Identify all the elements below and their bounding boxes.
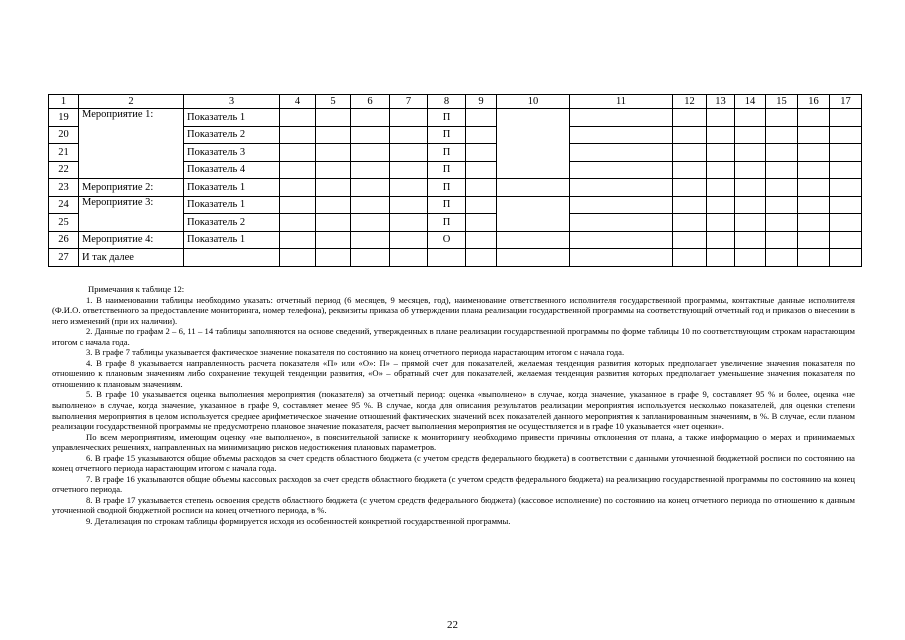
direction-cell: П: [428, 161, 466, 179]
direction-cell: П: [428, 196, 466, 214]
table-row: [49, 249, 862, 267]
row-number: 27: [49, 249, 79, 267]
column-header: 17: [830, 95, 862, 109]
note-paragraph: 7. В графе 16 указываются общие объемы кассовых расходов за счет средств областного бюджета (с учетом средств федерального бюджета) на реализацию государственной программы по состоянию на конец отчетного периода.: [52, 473, 855, 495]
indicator-cell: Показатель 1: [184, 231, 280, 249]
assessment-cell: [497, 196, 570, 231]
note-paragraph: 9. Детализация по строкам таблицы формируется исходя из особенностей конкретной государственной программы.: [86, 516, 511, 527]
column-header: 1: [49, 95, 79, 109]
measure-cell: Мероприятие 4:: [79, 231, 184, 249]
column-header: 15: [766, 95, 798, 109]
note-paragraph: 2. Данные по графам 2 – 6, 11 – 14 таблицы заполняются на основе сведений, утвержденных в плане реализации государственной программы по форме таблицы 10 по соответствующим строкам нарастающим итогом с начала года.: [52, 326, 855, 347]
indicator-cell: Показатель 3: [184, 144, 280, 162]
column-header: 16: [798, 95, 830, 109]
row-number: 26: [49, 231, 79, 249]
column-header: 4: [280, 95, 316, 109]
table-row: [49, 179, 862, 197]
column-header: 11: [570, 95, 673, 109]
table-header-row: [49, 95, 862, 109]
note-paragraph: 6. В графе 15 указываются общие объемы расходов за счет средств областного бюджета (с учетом средств федерального бюджета) в соответствии с данными уточненной бюджетной росписи по состоянию на конец отчетного периода нарастающим итогом с начала года.: [52, 452, 855, 474]
column-header: 6: [351, 95, 390, 109]
table-notes: [52, 284, 855, 527]
indicator-cell: Показатель 2: [184, 214, 280, 232]
row-number: 20: [49, 126, 79, 144]
table-row: [49, 109, 862, 127]
measure-cell: Мероприятие 3:: [79, 196, 184, 231]
direction-cell: О: [428, 231, 466, 249]
column-header: 5: [316, 95, 351, 109]
note-paragraph: 1. В наименовании таблицы необходимо указать: отчетный период (6 месяцев, 9 месяцев, год), наименование ответственного исполнителя государственной программы, контактные данные исполнителя (Ф.И.О. ответственного за предоставление мониторинга, номер телефона), реквизиты приказа об утверждении плана реализации государственной программы на соответствующий отчетный год и приказов о внесении в него изменений (при их наличии).: [52, 294, 855, 326]
notes-title: Примечания к таблице 12:: [88, 284, 185, 294]
direction-cell: П: [428, 126, 466, 144]
row-number: 22: [49, 161, 79, 179]
column-header: 10: [497, 95, 570, 109]
measure-cell: И так далее: [79, 249, 184, 267]
indicator-cell: Показатель 2: [184, 126, 280, 144]
page-number: 22: [447, 619, 458, 631]
column-header: 3: [184, 95, 280, 109]
note-paragraph: 4. В графе 8 указывается направленность расчета показателя «П» или «О»: П» – прямой счет для показателей, желаемая тенденция развития которых предполагает увеличение значения показателя по отношению к плановым значениям либо сохранение текущей тенденции развития, «О» – обратный счет для показателей, желаемая тенденция развития которых предполагает уменьшение значения показателя по отношению к плановым значениям.: [52, 357, 855, 389]
indicator-cell: Показатель 4: [184, 161, 280, 179]
note-paragraph: 3. В графе 7 таблицы указывается фактическое значение показателя по состоянию на конец отчетного периода нарастающим итогом с начала года.: [86, 347, 625, 358]
note-paragraph: По всем мероприятиям, имеющим оценку «не выполнено», в пояснительной записке к мониторингу необходимо привести причины отклонения от плана, а также информацию о мерах и принимаемых управленческих решениях, направленных на минимизацию рисков недостижения плановых параметров.: [52, 431, 855, 453]
direction-cell: П: [428, 179, 466, 197]
row-number: 19: [49, 109, 79, 127]
row-number: 25: [49, 214, 79, 232]
column-header: 14: [735, 95, 766, 109]
column-header: 13: [707, 95, 735, 109]
indicator-cell: [184, 249, 280, 267]
indicator-cell: Показатель 1: [184, 196, 280, 214]
direction-cell: П: [428, 109, 466, 127]
indicator-cell: Показатель 1: [184, 179, 280, 197]
direction-cell: [428, 249, 466, 267]
table-row: [49, 196, 862, 214]
column-header: 12: [673, 95, 707, 109]
measure-cell: Мероприятие 1:: [79, 109, 184, 179]
row-number: 24: [49, 196, 79, 214]
monitoring-table: [48, 94, 862, 267]
direction-cell: П: [428, 214, 466, 232]
note-paragraph: 8. В графе 17 указывается степень освоения средств областного бюджета (с учетом средств федерального бюджета) (кассовое исполнение) по состоянию на конец отчетного периода по отношению к данным уточненной сводной бюджетной росписи на конец отчетного периода, в %.: [52, 494, 855, 516]
direction-cell: П: [428, 144, 466, 162]
assessment-cell: [497, 109, 570, 179]
indicator-cell: Показатель 1: [184, 109, 280, 127]
column-header: 8: [428, 95, 466, 109]
row-number: 23: [49, 179, 79, 197]
note-paragraph: 5. В графе 10 указывается оценка выполнения мероприятия (показателя) за отчетный период: оценка «выполнено» в случае, когда значение, указанное в графе 9, составляет 95 % и более, оценка «не выполнено» в случае, когда значение, указанное в графе 9, составляет менее 95 %. В случае, когда для описания результатов реализации мероприятия используется несколько показателей, для оценки степени выполнения мероприятия в целом используется среднее арифметическое значение отношений фактических значений всех показателей данного мероприятия к запланированным значениям, в %. В случае, если планом реализации государственной программы не предусмотрено плановое значение показателя, расчет выполнения мероприятия не осуществляется и в графе 10 указывается «нет оценки».: [52, 389, 855, 432]
column-header: 2: [79, 95, 184, 109]
column-header: 7: [390, 95, 428, 109]
measure-cell: Мероприятие 2:: [79, 179, 184, 197]
row-number: 21: [49, 144, 79, 162]
table-row: [49, 231, 862, 249]
column-header: 9: [466, 95, 497, 109]
